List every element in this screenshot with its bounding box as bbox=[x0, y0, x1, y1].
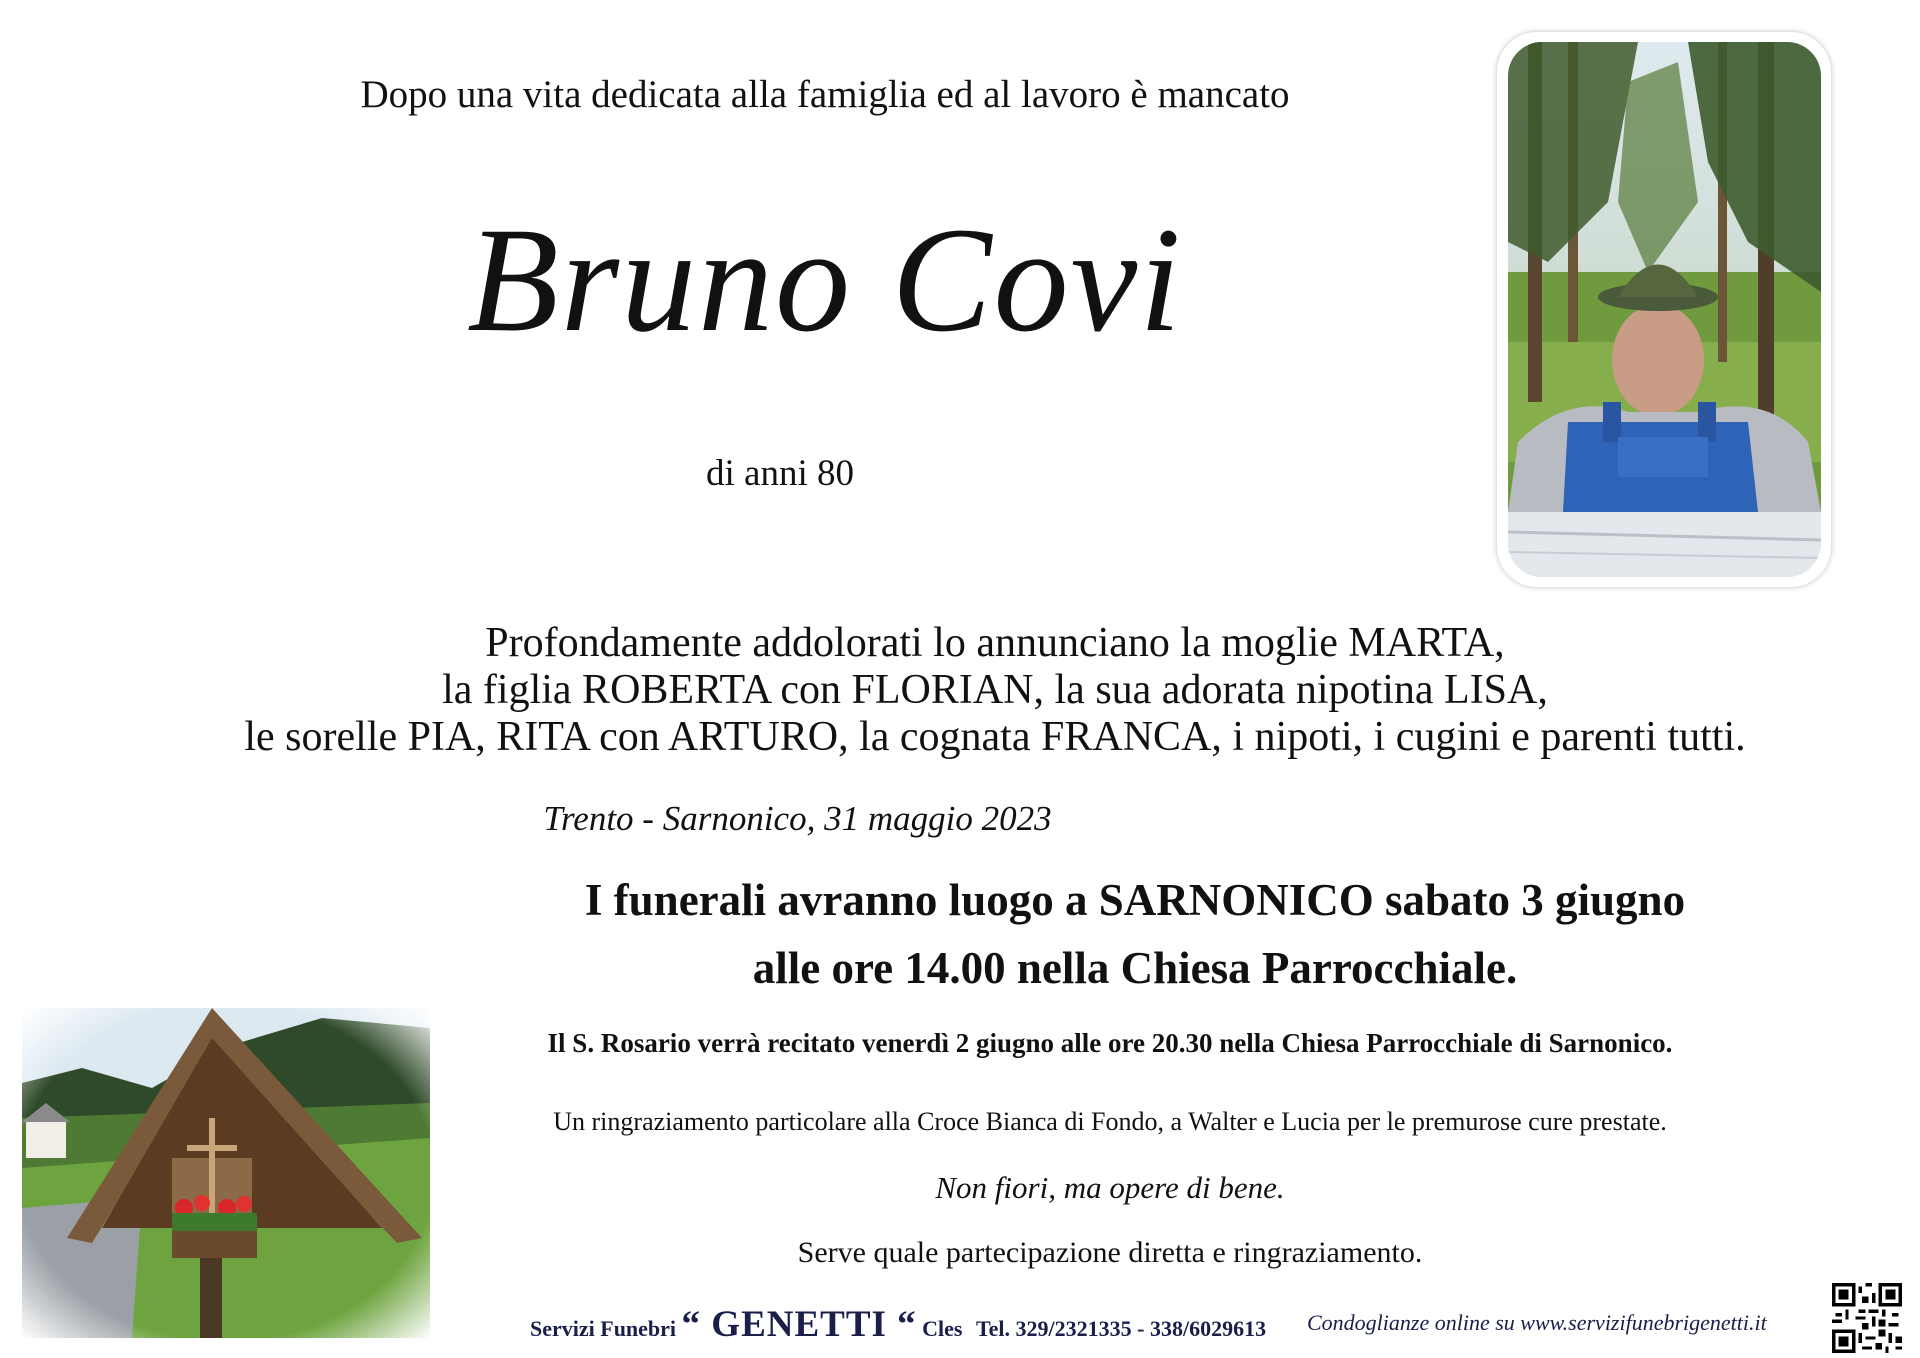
company-phone: Tel. 329/2321335 - 338/6029613 bbox=[976, 1316, 1267, 1341]
funeral-line: I funerali avranno luogo a SARNONICO sabato 3 giugno bbox=[584, 875, 1686, 925]
age-text: di anni 80 bbox=[706, 453, 854, 494]
announcement-line: la figlia ROBERTA con FLORIAN, la sua adorata nipotina LISA, bbox=[442, 667, 1548, 713]
company-city: Cles bbox=[922, 1316, 963, 1341]
company-brand: “ GENETTI “ bbox=[681, 1304, 917, 1345]
place-date: Trento - Sarnonico, 31 maggio 2023 bbox=[543, 799, 1052, 838]
announcement-line: Profondamente addolorati lo annunciano la moglie MARTA, bbox=[485, 620, 1505, 666]
no-flowers-text: Non fiori, ma opere di bene. bbox=[935, 1170, 1285, 1205]
thanks-text: Un ringraziamento particolare alla Croce Bianca di Fondo, a Walter e Lucia per le premurose cure prestate. bbox=[553, 1107, 1667, 1136]
intro-text: Dopo una vita dedicata alla famiglia ed al lavoro è mancato bbox=[360, 73, 1290, 116]
company-prefix: Servizi Funebri bbox=[530, 1316, 677, 1341]
deceased-name: Bruno Covi bbox=[467, 197, 1183, 363]
announcement-line: le sorelle PIA, RITA con ARTURO, la cognata FRANCA, i nipoti, i cugini e parenti tutti. bbox=[244, 714, 1746, 760]
funeral-info bbox=[0, 866, 1920, 1002]
portrait-photo bbox=[1508, 42, 1821, 577]
funeral-service-footer bbox=[530, 1303, 1266, 1346]
participation-text: Serve quale partecipazione diretta e ringraziamento. bbox=[797, 1236, 1423, 1269]
funeral-line: alle ore 14.00 nella Chiesa Parrocchiale. bbox=[752, 943, 1518, 993]
announcement bbox=[0, 620, 1920, 761]
qr-code-icon[interactable] bbox=[1832, 1283, 1902, 1353]
condolences-link[interactable]: Condoglianze online su www.servizifunebrigenetti.it bbox=[1307, 1310, 1767, 1335]
rosary-info: Il S. Rosario verrà recitato venerdì 2 giugno alle ore 20.30 nella Chiesa Parrocchiale di Sarnonico. bbox=[547, 1028, 1673, 1058]
wayside-shrine-photo bbox=[22, 1008, 430, 1338]
